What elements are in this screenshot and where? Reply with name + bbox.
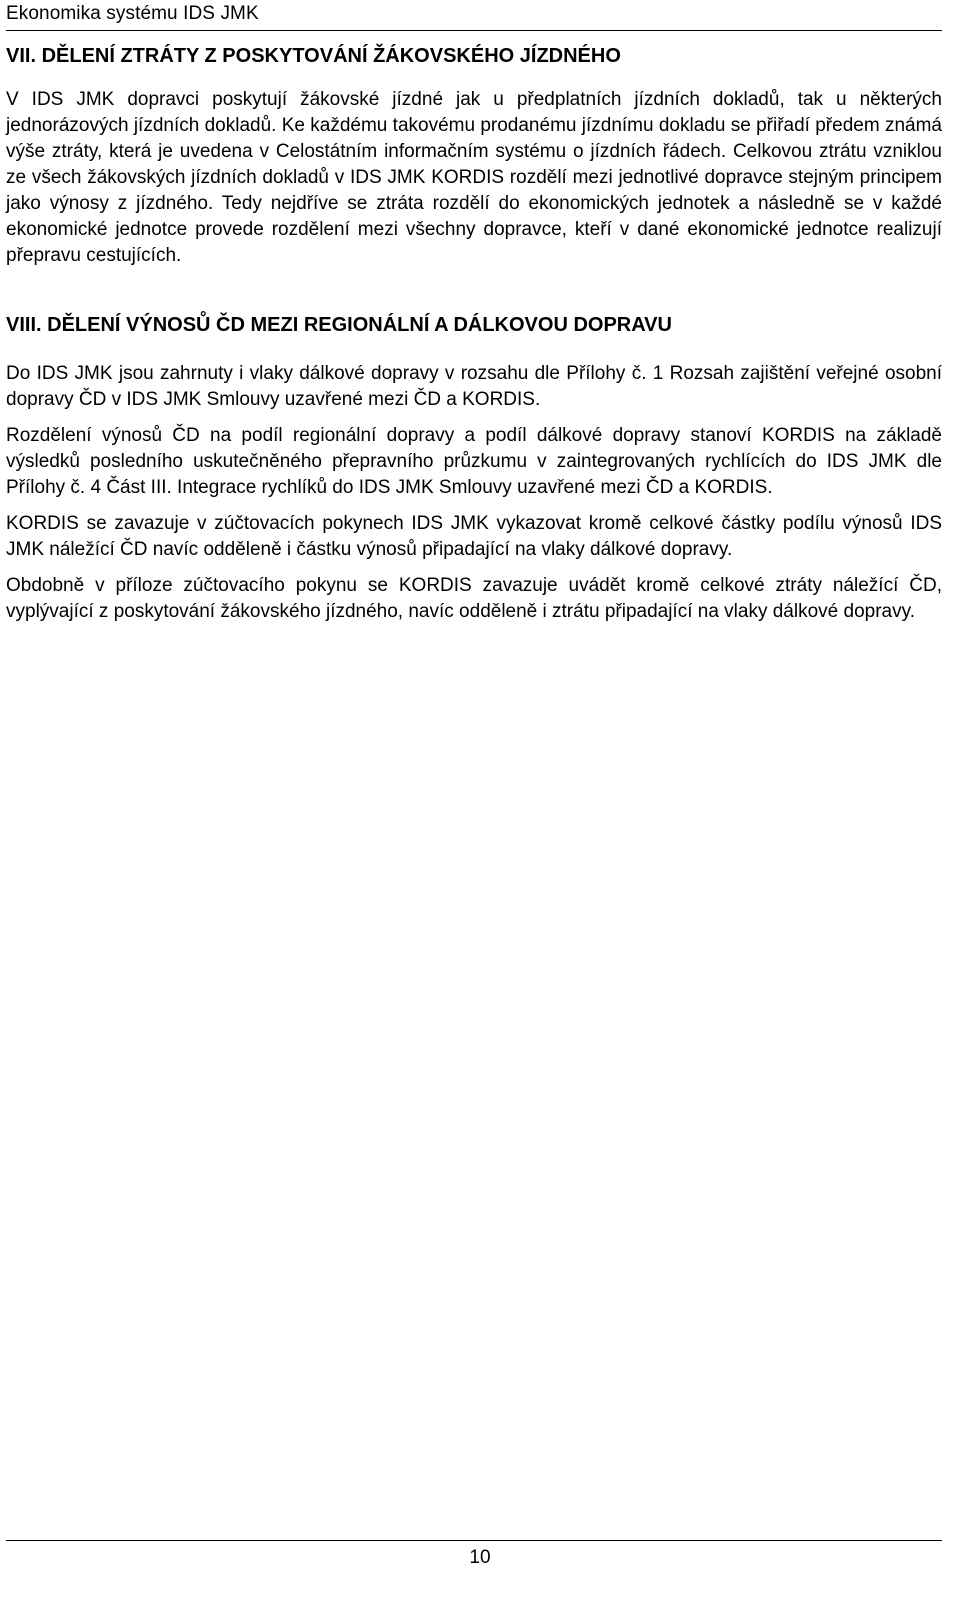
section-viii-paragraph-2: Rozdělení výnosů ČD na podíl regionální dopravy a podíl dálkové dopravy stanoví KORDIS na základě výsledků posledního uskutečněného přepravního průzkumu v zaintegrovaných rychlících do IDS JMK dle Přílohy č. 4 Část III. Integrace rychlíků do IDS JMK Smlouvy uzavřené mezi ČD a KORDIS. (6, 425, 942, 498)
section-heading-vii: VII. DĚLENÍ ZTRÁTY Z POSKYTOVÁNÍ ŽÁKOVSKÉHO JÍZDNÉHO (6, 45, 621, 67)
page-number: 10 (469, 1547, 491, 1568)
section-viii-paragraph-4: Obdobně v příloze zúčtovacího pokynu se KORDIS zavazuje uvádět kromě celkové ztráty náležící ČD, vyplývající z poskytování žákovského jízdného, navíc odděleně i ztrátu připadající na vlaky dálkové dopravy. (6, 575, 942, 622)
section-viii-paragraph-3: KORDIS se zavazuje v zúčtovacích pokynech IDS JMK vykazovat kromě celkové částky podílu výnosů IDS JMK náležící ČD navíc odděleně i částku výnosů připadající na vlaky dálkové dopravy. (6, 513, 942, 560)
document-page (6, 0, 942, 635)
section-vii-paragraph: V IDS JMK dopravci poskytují žákovské jízdné jak u předplatních jízdních dokladů, tak u některých jednorázových jízdních dokladů. Ke každému takovému prodanému jízdnímu dokladu se přiřadí předem známá výše ztráty, která je uvedena v Celostátním informačním systému o jízdních řádech. Celkovou ztrátu vzniklou ze všech žákovských jízdních dokladů v IDS JMK KORDIS rozdělí mezi jednotlivé dopravce stejným principem jako výnosy z jízdného. Tedy nejdříve se ztráta rozdělí do ekonomických jednotek a následně se v každé ekonomické jednotce provede rozdělení mezi všechny dopravce, kteří v dané ekonomické jednotce realizují přepravu cestujících. (6, 89, 942, 266)
footer-divider (6, 1540, 942, 1541)
section-viii-paragraph-1: Do IDS JMK jsou zahrnuty i vlaky dálkové dopravy v rozsahu dle Přílohy č. 1 Rozsah zajištění veřejné osobní dopravy ČD v IDS JMK Smlouvy uzavřené mezi ČD a KORDIS. (6, 363, 942, 410)
running-header: Ekonomika systému IDS JMK (6, 0, 942, 31)
section-heading-viii: VIII. DĚLENÍ VÝNOSŮ ČD MEZI REGIONÁLNÍ A DÁLKOVOU DOPRAVU (6, 314, 672, 336)
